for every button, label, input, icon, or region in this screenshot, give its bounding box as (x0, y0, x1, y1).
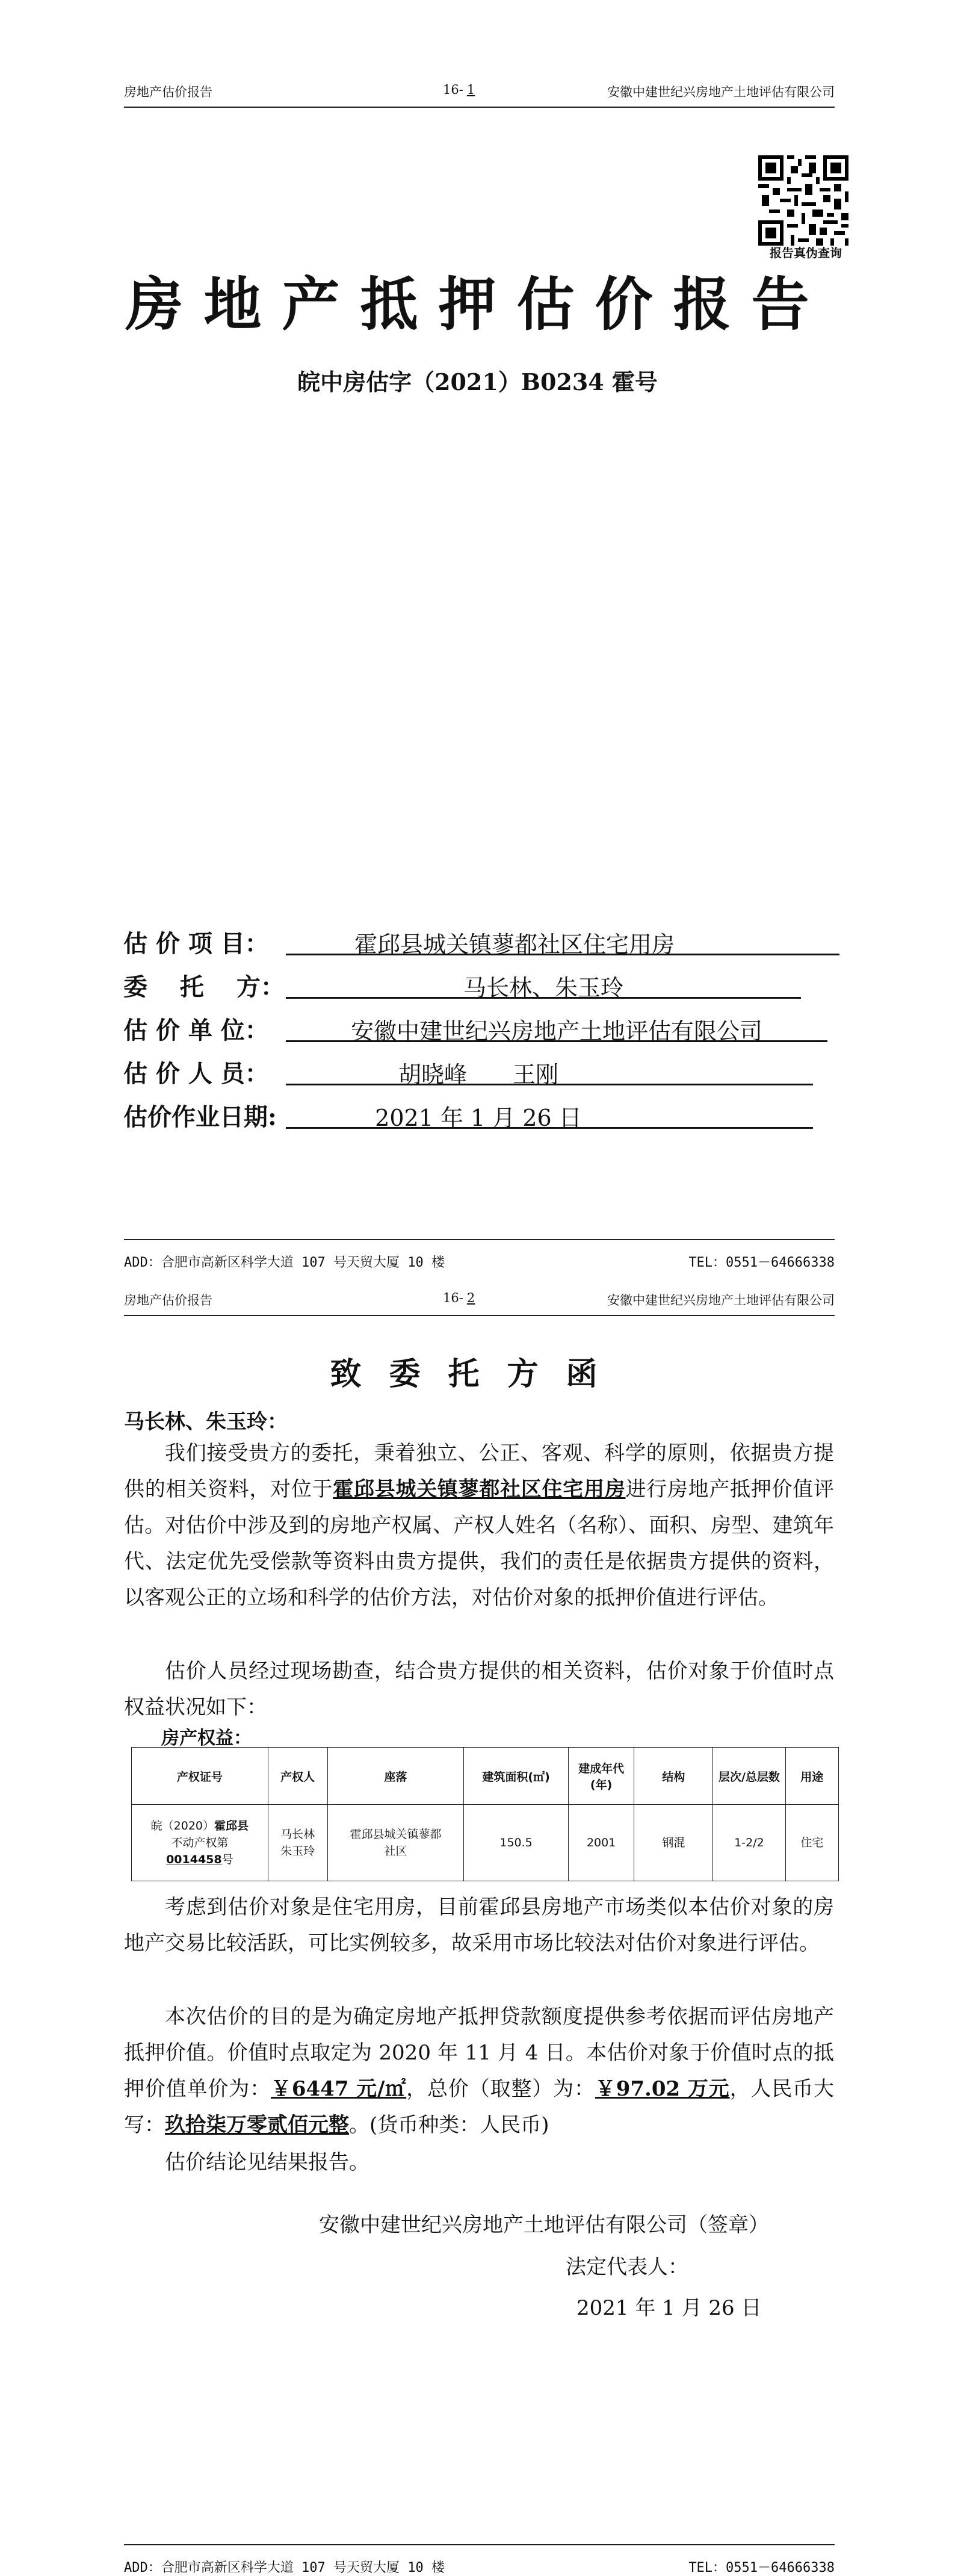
letter-page (0, 1287, 955, 2574)
total-in-words: 玖拾柒万零贰佰元整 (165, 2113, 349, 2137)
info-label: 估 价 项 目： (123, 930, 269, 958)
p4-text-a: 本次估价的目的是为确定房地产抵押贷款额度提供参考依据而评估房地产抵押价值。价值时点取定为 2020 年 11 月 4 日。本估价对象于价值时点的抵押价值单价为： (124, 2005, 834, 2101)
cert-part: 皖（2020） (150, 1819, 215, 1833)
page-number: 1 (466, 82, 475, 97)
info-label: 估 价 人 员： (123, 1060, 269, 1088)
p1-property: 霍邱县城关镇蓼都社区住宅用房 (333, 1477, 626, 1501)
col-structure: 结构 (634, 1748, 713, 1805)
p4-text-c: ，人民币大写： (124, 2077, 835, 2137)
unit-price: ￥6447 元/㎡ (271, 2077, 407, 2101)
rights-table (131, 1747, 839, 1881)
cell-owner (268, 1805, 327, 1881)
cover-info-block (123, 921, 845, 1138)
paragraph-1 (124, 1435, 834, 1616)
info-row-firm (123, 1008, 845, 1051)
total-price: ￥97.02 万元 (595, 2077, 730, 2101)
cell-floors: 1-2/2 (713, 1805, 785, 1881)
location-part: 社区 (384, 1845, 407, 1858)
info-value: 2021 年 1 月 26 日 (375, 1105, 582, 1131)
cover-title: 房地产抵押估价报告 (125, 270, 830, 338)
cell-area: 150.5 (464, 1805, 568, 1881)
owner-name: 朱玉玲 (280, 1845, 315, 1858)
info-row-date (123, 1094, 845, 1138)
info-label: 委 托 方： (123, 973, 285, 1001)
paragraph-5: 估价结论见结果报告。 (165, 2150, 369, 2174)
header-page-number (443, 1291, 478, 1305)
footer-address: ADD：合肥市高新区科学大道 107 号天贸大厦 10 楼 (124, 1255, 445, 1270)
cert-part: 霍邱县 (214, 1819, 249, 1833)
header-left: 房地产估价报告 (124, 85, 212, 99)
footer-address: ADD：合肥市高新区科学大道 107 号天贸大厦 10 楼 (124, 2560, 445, 2575)
col-owner: 产权人 (268, 1748, 327, 1805)
info-value: 霍邱县城关镇蓼都社区住宅用房 (354, 931, 675, 958)
p1-text-c: 进行房地产抵押价值评估。对估价中涉及到的房地产权属、产权人姓名（名称）、面积、房型、建筑年代、法定优先受偿款等资料由贵方提供，我们的责任是依据贵方提供的资料，以客观公正的立场和科学的估价方法，对估价对象的抵押价值进行评估。 (124, 1477, 835, 1610)
col-cert: 产权证号 (132, 1748, 268, 1805)
cover-page (0, 0, 955, 1287)
cell-use: 住宅 (785, 1805, 838, 1881)
col-use: 用途 (785, 1748, 838, 1805)
p1-text-a: 我们接受贵方的委托，秉着独立、公正、客观、科学的原则，依据贵方提供的相关资料，对位于 (124, 1441, 834, 1501)
letter-title: 致委托方函 (330, 1356, 625, 1392)
col-location: 座落 (327, 1748, 464, 1805)
header-right: 安徽中建世纪兴房地产土地评估有限公司 (607, 1293, 835, 1308)
header-left: 房地产估价报告 (124, 1293, 212, 1308)
info-row-appraisers (123, 1051, 845, 1094)
footer-tel: TEL：0551－64666338 (688, 1255, 835, 1270)
owner-name: 马长林 (280, 1828, 315, 1841)
paragraph-2: 估价人员经过现场勘查，结合贵方提供的相关资料，估价对象于价值时点权益状况如下： (124, 1659, 834, 1719)
paragraph-4 (124, 1999, 834, 2143)
running-header (124, 80, 835, 108)
info-value: 安徽中建世纪兴房地产土地评估有限公司 (350, 1018, 762, 1044)
header-right: 安徽中建世纪兴房地产土地评估有限公司 (607, 85, 835, 99)
qr-code-icon[interactable] (758, 155, 848, 246)
running-header (124, 1288, 835, 1316)
page-prefix: 16- (443, 82, 463, 97)
col-area: 建筑面积(㎡) (464, 1748, 568, 1805)
header-page-number (443, 82, 478, 97)
p4-text-d: 。(货币种类：人民币) (349, 2113, 549, 2137)
signature-date: 2021 年 1 月 26 日 (576, 2296, 762, 2320)
paragraph-3: 考虑到估价对象是住宅用房，目前霍邱县房地产市场类似本估价对象的房地产交易比较活跃，可比实例较多，故采用市场比较法对估价对象进行评估。 (124, 1895, 834, 1955)
info-row-client (123, 964, 845, 1008)
info-value: 胡晓峰 王刚 (398, 1061, 558, 1088)
info-value: 马长林、朱玉玲 (463, 975, 623, 1001)
info-label: 估价作业日期: (123, 1103, 277, 1131)
page-prefix: 16- (443, 1291, 463, 1305)
footer-tel: TEL：0551－64666338 (688, 2560, 835, 2575)
col-year: 建成年代(年) (568, 1748, 634, 1805)
info-row-project (123, 921, 845, 964)
running-footer (124, 1239, 835, 1270)
cert-part: 号 (221, 1853, 233, 1866)
table-row (132, 1805, 839, 1881)
salutation: 马长林、朱玉玲： (124, 1410, 288, 1434)
info-label: 估 价 单 位： (123, 1016, 269, 1044)
rights-label: 房产权益： (161, 1728, 252, 1749)
page-number: 2 (466, 1291, 475, 1305)
signature-company: 安徽中建世纪兴房地产土地评估有限公司（签章） (319, 2213, 769, 2237)
cell-year: 2001 (568, 1805, 634, 1881)
location-part: 霍邱县城关镇蓼都 (350, 1828, 442, 1841)
p4-text-b: ，总价（取整）为： (406, 2077, 595, 2101)
report-number: 皖中房估字（2021）B0234 霍号 (297, 368, 658, 396)
table-header-row (132, 1748, 839, 1805)
cell-location (327, 1805, 464, 1881)
cell-cert (132, 1805, 268, 1881)
cell-structure: 钢混 (634, 1805, 713, 1881)
qr-caption: 报告真伪查询 (770, 246, 842, 260)
cert-number: 0014458 (166, 1853, 222, 1866)
col-floors: 层次/总层数 (713, 1748, 785, 1805)
signature-representative: 法定代表人： (566, 2255, 688, 2279)
running-footer (124, 2544, 835, 2575)
cert-part: 不动产权第 (171, 1836, 229, 1849)
